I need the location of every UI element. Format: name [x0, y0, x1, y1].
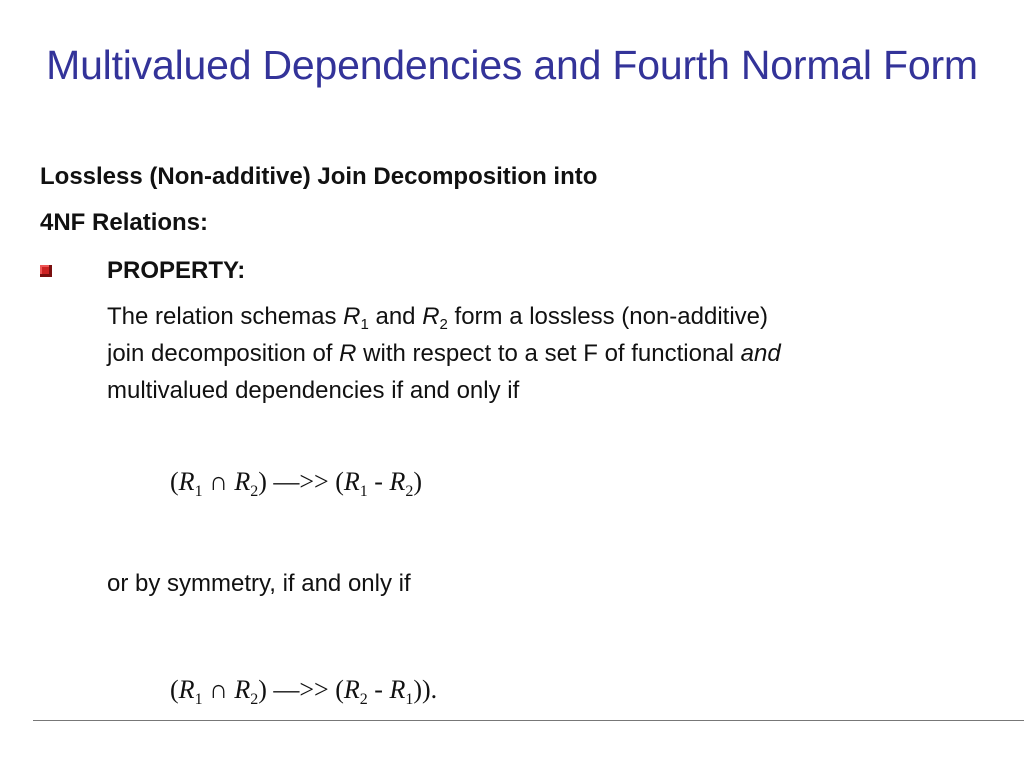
subscript: 2 — [250, 483, 259, 500]
slide-title: Multivalued Dependencies and Fourth Normal Form — [46, 42, 978, 88]
paragraph-line-2 — [107, 335, 995, 372]
formula-text: ) — [413, 467, 423, 496]
bullet-label: PROPERTY: — [107, 257, 246, 284]
relation-symbol: R — [234, 467, 251, 496]
symmetry-text: or by symmetry, if and only if — [107, 570, 411, 597]
relation-symbol: R — [178, 675, 195, 704]
section-heading-line2: 4NF Relations: — [40, 209, 209, 236]
formula-text: ( — [170, 675, 179, 704]
multivalued-arrow: ) —>> ( — [258, 675, 344, 704]
section-heading-line1: Lossless (Non-additive) Join Decomposition into — [40, 163, 598, 190]
relation-symbol: R — [339, 340, 357, 367]
formula-text: )). — [413, 675, 438, 704]
text-run: The relation schemas — [107, 303, 344, 330]
subscript: 2 — [405, 483, 414, 500]
square-bullet-icon — [40, 265, 52, 277]
subscript: 1 — [359, 483, 368, 500]
relation-symbol: R — [343, 467, 360, 496]
relation-symbol: R — [389, 675, 406, 704]
subscript: 1 — [405, 691, 414, 708]
text-run: form a lossless (non-additive) — [447, 303, 768, 330]
text-run: with respect to a set F of functional — [356, 340, 741, 367]
text-run: join decomposition of — [107, 340, 340, 367]
paragraph-line-1 — [107, 298, 995, 335]
property-paragraph — [107, 298, 995, 409]
formula-1 — [170, 466, 422, 498]
subscript: 1 — [360, 316, 369, 333]
minus-operator: - — [367, 467, 390, 496]
paragraph-line-3: multivalued dependencies if and only if — [107, 377, 520, 404]
subscript: 2 — [359, 691, 368, 708]
intersection-operator: ∩ — [202, 467, 235, 496]
minus-operator: - — [367, 675, 390, 704]
formula-text: ( — [170, 467, 179, 496]
subscript: 1 — [194, 691, 203, 708]
footer-divider — [33, 720, 1024, 721]
emphasis-text: and — [740, 340, 781, 367]
formula-2 — [170, 674, 437, 706]
multivalued-arrow: ) —>> ( — [258, 467, 344, 496]
relation-symbol: R — [422, 303, 440, 330]
text-run: and — [368, 303, 423, 330]
subscript: 2 — [439, 316, 448, 333]
relation-symbol: R — [389, 467, 406, 496]
relation-symbol: R — [178, 467, 195, 496]
relation-symbol: R — [343, 303, 361, 330]
subscript: 2 — [250, 691, 259, 708]
intersection-operator: ∩ — [202, 675, 235, 704]
relation-symbol: R — [234, 675, 251, 704]
relation-symbol: R — [343, 675, 360, 704]
subscript: 1 — [194, 483, 203, 500]
